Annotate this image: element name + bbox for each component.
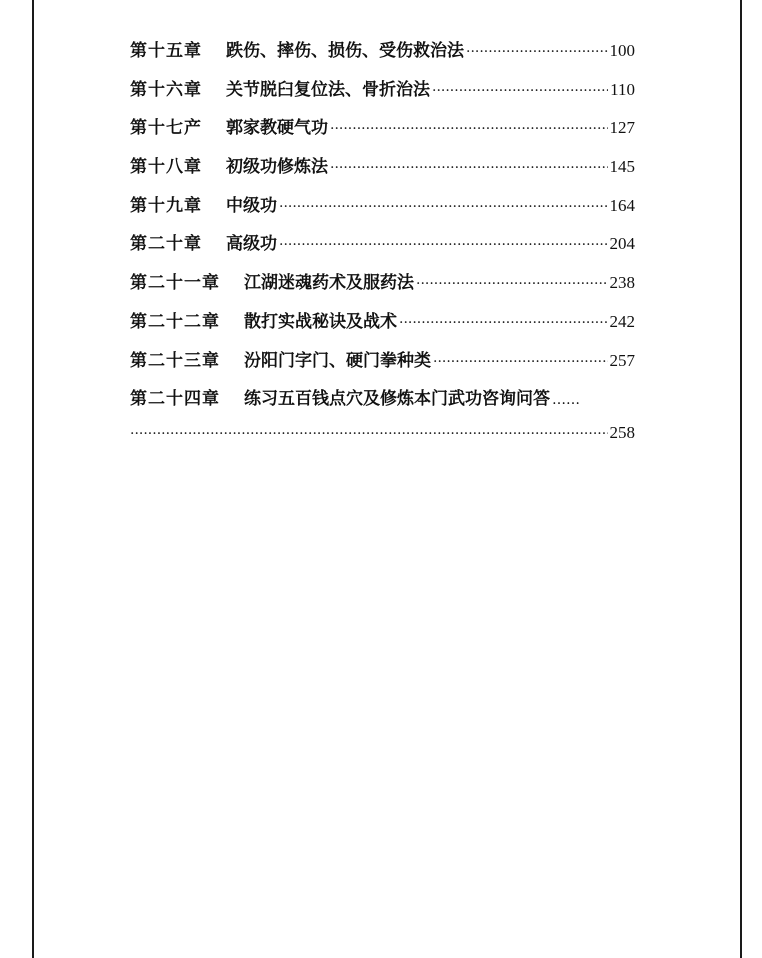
toc-entry[interactable] [130,113,635,152]
chapter-number: 第十六章 [130,79,202,100]
chapter-title: 郭家教硬气功 [226,118,328,139]
toc-entry[interactable] [130,384,635,423]
toc-entry[interactable] [130,152,635,191]
dot-leader [330,121,608,137]
page-left-border [32,0,34,958]
chapter-number: 第十九章 [130,195,202,216]
chapter-title: 高级功 [226,234,277,255]
toc-entry-continuation[interactable] [130,423,635,462]
table-of-contents [130,36,635,462]
chapter-number: 第二十四章 [130,389,220,410]
page-number: 110 [610,79,635,99]
dot-leader [432,83,608,99]
page-number: 238 [609,273,635,293]
chapter-number: 第二十三章 [130,350,220,371]
dot-leader [433,354,608,370]
page-number: 242 [609,311,635,331]
page-number: 100 [609,41,635,60]
toc-entry[interactable] [130,191,635,230]
toc-entry[interactable] [130,75,635,114]
page-number: 258 [609,422,635,442]
chapter-number: 第二十一章 [130,273,220,294]
dot-leader [330,160,608,176]
toc-entry[interactable] [130,307,635,346]
toc-entry[interactable] [130,229,635,268]
page-number: 127 [609,118,635,138]
chapter-title: 中级功 [226,195,277,216]
chapter-number: 第十五章 [130,41,202,61]
page-number: 164 [609,195,635,215]
chapter-number: 第二十二章 [130,311,220,332]
page-number: 204 [609,234,635,254]
chapter-title: 初级功修炼法 [226,157,328,178]
toc-entry[interactable] [130,346,635,385]
chapter-title: 练习五百钱点穴及修炼本门武功咨询问答 [244,389,550,410]
dot-leader [466,44,608,60]
chapter-number: 第二十章 [130,234,202,255]
page-right-border [740,0,742,958]
dot-leader [416,276,608,292]
trailing-ellipsis: …… [552,392,580,409]
chapter-number: 第十七产 [130,118,202,139]
dot-leader [279,237,608,253]
dot-leader [399,315,608,331]
chapter-title: 关节脱臼复位法、骨折治法 [226,79,430,100]
chapter-number: 第十八章 [130,157,202,178]
toc-entry[interactable] [130,268,635,307]
toc-entry[interactable] [130,36,635,75]
page-number: 257 [609,350,635,370]
chapter-title: 江湖迷魂药术及服药法 [244,273,414,294]
dot-leader [279,199,608,215]
dot-leader [130,426,608,442]
chapter-title: 散打实战秘诀及战术 [244,311,397,332]
page-number: 145 [609,157,635,177]
chapter-title: 跌伤、摔伤、损伤、受伤救治法 [226,41,464,61]
chapter-title: 汾阳门字门、硬门拳种类 [244,350,431,371]
